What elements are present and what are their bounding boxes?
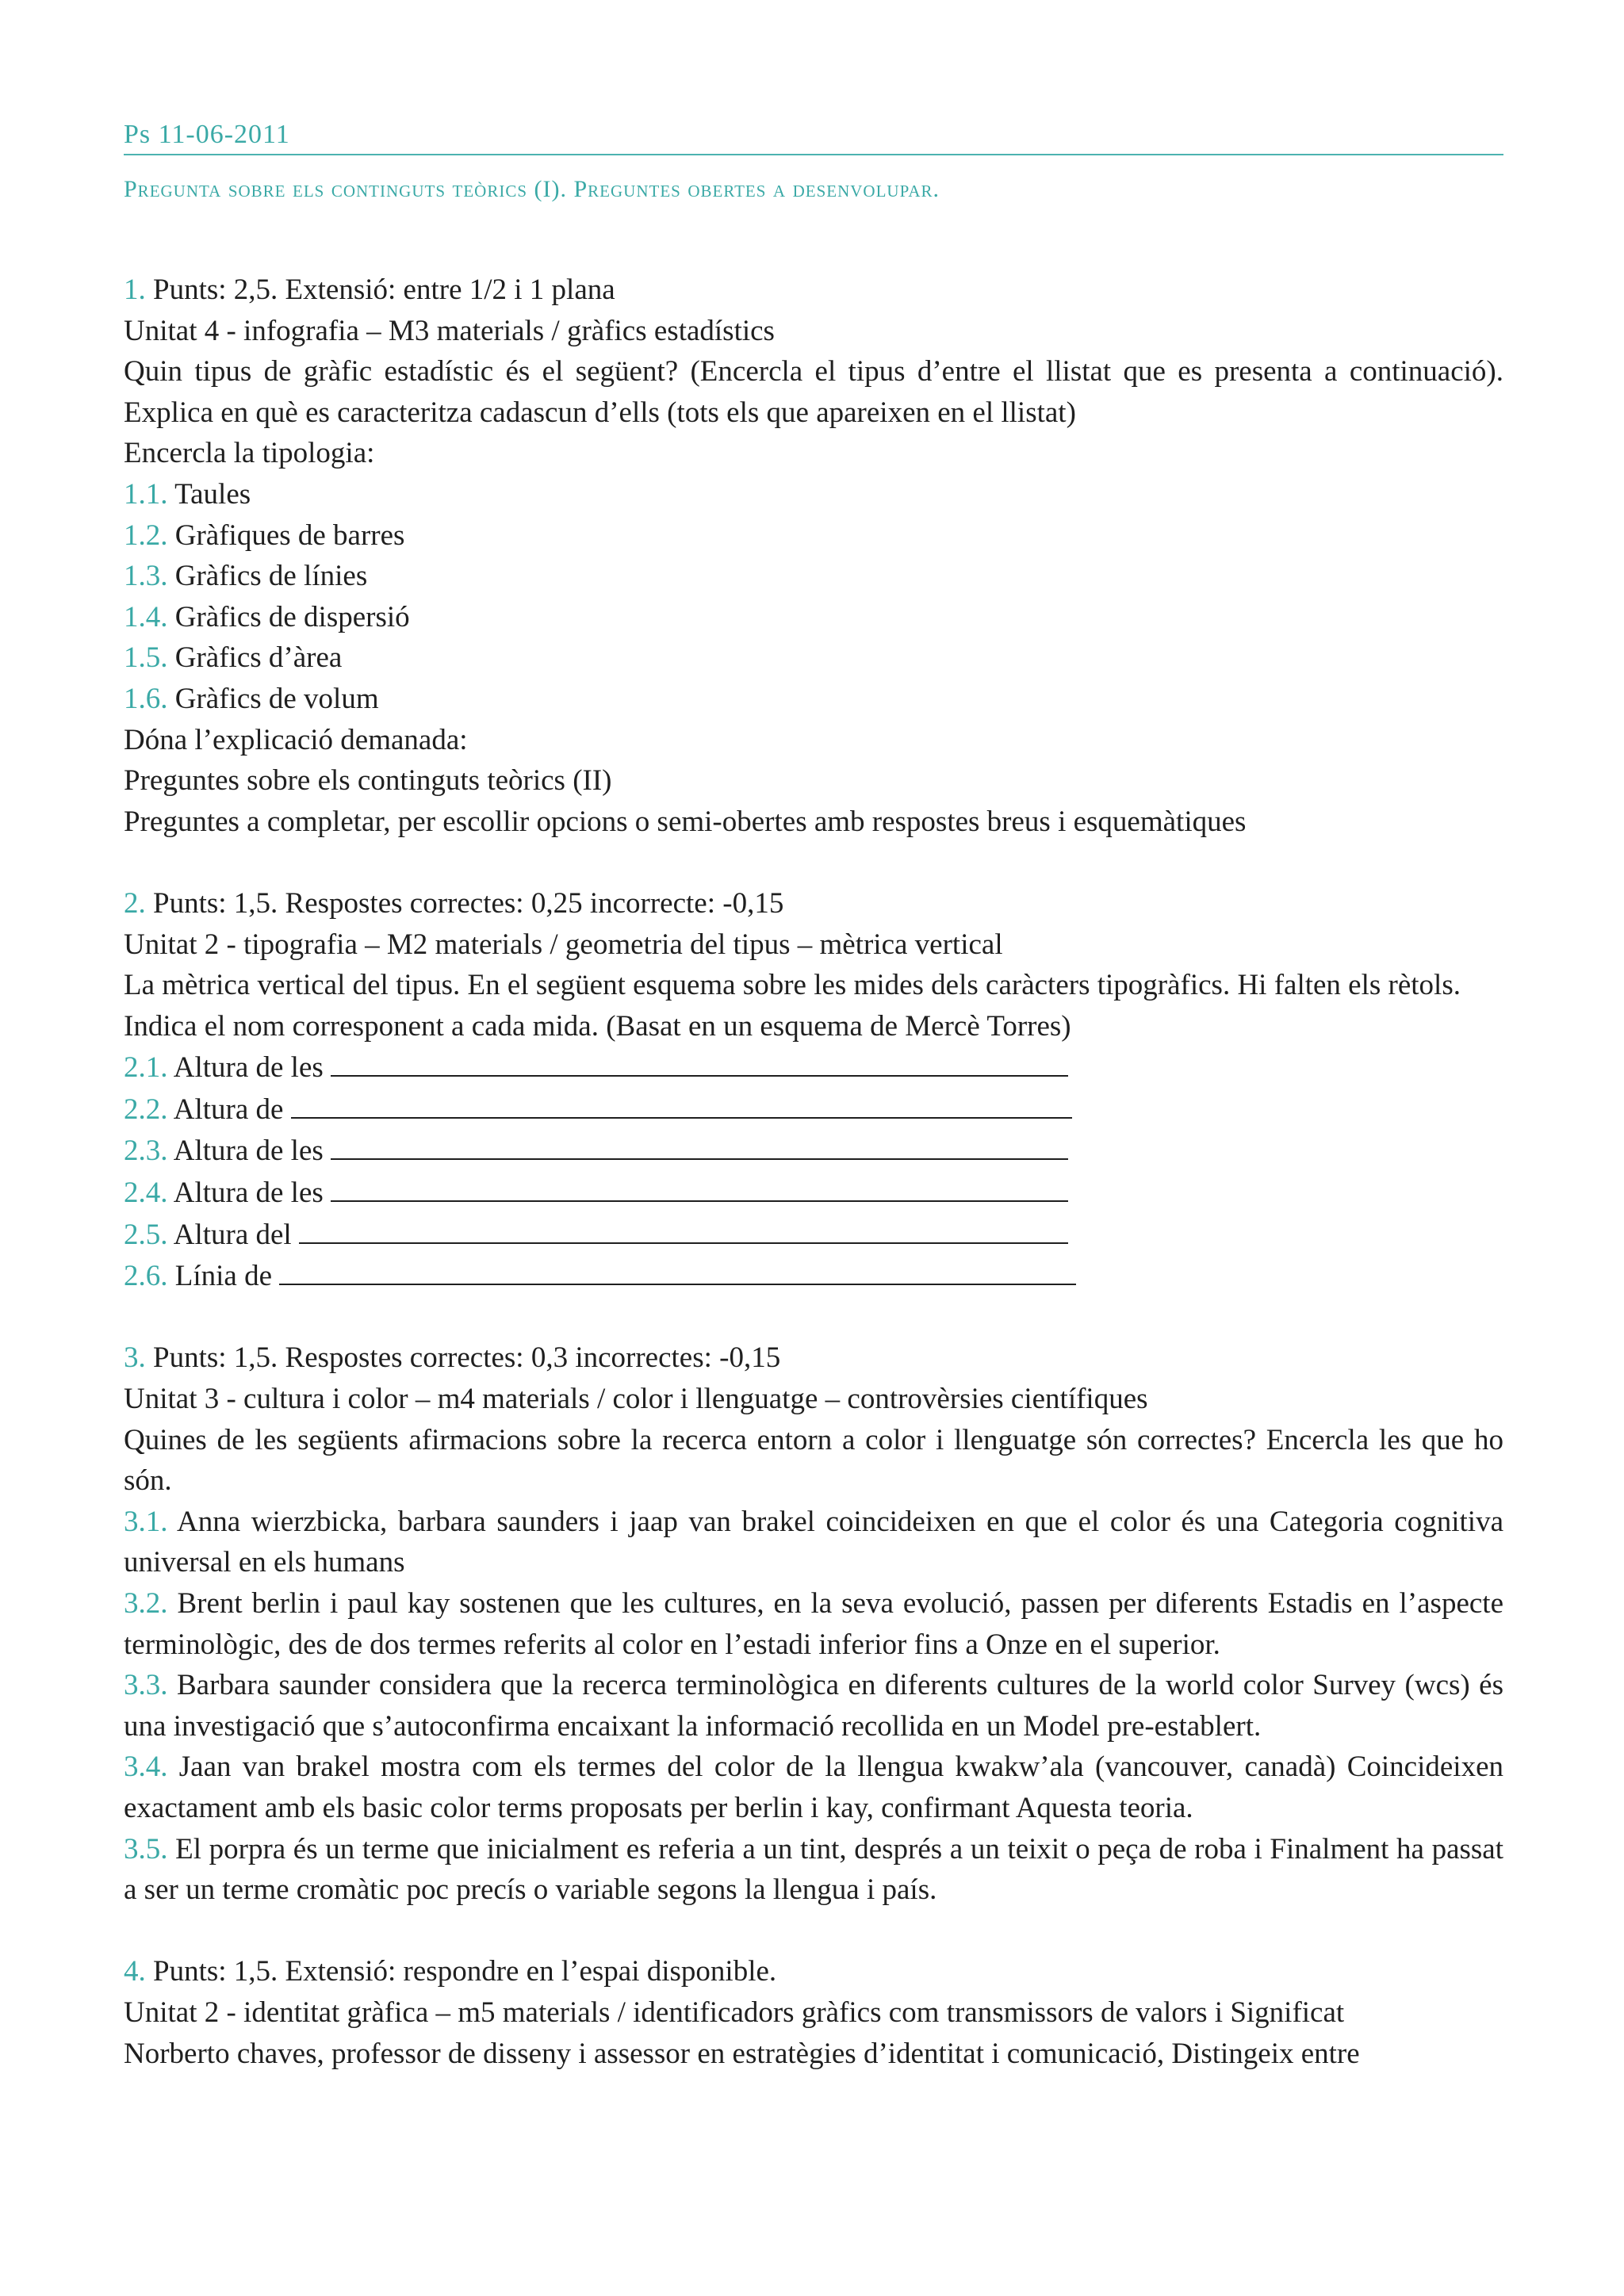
spacer (124, 1911, 1503, 1952)
q2-item: 2.5. Altura del (124, 1214, 1503, 1256)
q2-item: 2.4. Altura de les (124, 1172, 1503, 1214)
q3-item: 3.1. Anna wierzbicka, barbara saunders i jaap van brakel coincideixen en que el color és una Categoria cognitiva universal en els humans (124, 1505, 1503, 1579)
q1-meta: 1. Punts: 2,5. Extensió: entre 1/2 i 1 plana (124, 274, 615, 306)
q1-unit: Unitat 4 - infografia – M3 materials / gràfics estadístics (124, 314, 775, 347)
q1-instruction: Encercla la tipologia: (124, 437, 375, 470)
q3-item: 3.2. Brent berlin i paul kay sostenen que les cultures, en la seva evolució, passen per diferents Estadis en l’aspecte terminològic, des de dos termes referits al color en l’estadi inferior fins a Onze en el superior. (124, 1587, 1504, 1661)
q2-item: 2.1. Altura de les (124, 1047, 1503, 1089)
q4-text: Norberto chaves, professor de disseny i assessor en estratègies d’identitat i comunicació, Distingeix entre (124, 2037, 1360, 2070)
q3-number: 3. (124, 1341, 146, 1375)
answer-blank[interactable] (331, 1047, 1068, 1077)
q3-item: 3.3. Barbara saunder considera que la recerca terminològica en diferents cultures de la world color Survey (wcs) és una investigació que s’autoconfirma encaixant la informació recollida en un Model pre-establert. (124, 1669, 1503, 1743)
document-body (124, 270, 1503, 2074)
answer-blank[interactable] (291, 1089, 1072, 1119)
q1-option: 1.2. Gràfiques de barres (124, 519, 405, 552)
q1-option: 1.4. Gràfics de dispersió (124, 600, 410, 633)
q2-item: 2.6. Línia de (124, 1255, 1503, 1297)
q3-item: 3.5. El porpra és un terme que inicialment es referia a un tint, després a un teixit o peça de roba i Finalment ha passat a ser un terme cromàtic poc precís o variable segons la llengua i país. (124, 1832, 1504, 1907)
section-title: Pregunta sobre els continguts teòrics (I). Preguntes obertes a desenvolupar. (124, 176, 940, 202)
answer-blank[interactable] (279, 1255, 1076, 1285)
q4-meta: 4. Punts: 1,5. Extensió: respondre en l’espai disponible. (124, 1955, 777, 1988)
q1-after-text: Preguntes a completar, per escollir opcions o semi-obertes amb respostes breus i esquemàtiques (124, 805, 1247, 838)
q1-option: 1.1. Taules (124, 477, 251, 511)
q2-number: 2. (124, 886, 146, 920)
q2-item: 2.3. Altura de les (124, 1130, 1503, 1172)
q2-meta: 2. Punts: 1,5. Respostes correctes: 0,25 incorrecte: -0,15 (124, 886, 784, 920)
spacer (124, 842, 1503, 883)
q1-option: 1.3. Gràfics de línies (124, 560, 368, 593)
answer-blank[interactable] (331, 1172, 1068, 1202)
q2-instruction: Indica el nom corresponent a cada mida. (Basat en un esquema de Mercè Torres) (124, 1009, 1071, 1043)
q1-prompt: Quin tipus de gràfic estadístic és el següent? (Encercla el tipus d’entre el llistat que es presenta a continuació). Explica en què es caracteritza cadascun d’ells (tots els que apareixen en el llistat) (124, 355, 1503, 429)
q2-item: 2.2. Altura de (124, 1089, 1503, 1131)
q3-unit: Unitat 3 - cultura i color – m4 materials / color i llenguatge – controvèrsies científiques (124, 1383, 1148, 1416)
answer-blank[interactable] (299, 1214, 1068, 1244)
q1-option: 1.6. Gràfics de volum (124, 682, 379, 715)
answer-blank[interactable] (331, 1130, 1068, 1160)
q4-number: 4. (124, 1955, 146, 1988)
spacer (124, 1297, 1503, 1338)
page-header (124, 119, 1503, 155)
q2-unit: Unitat 2 - tipografia – M2 materials / geometria del tipus – mètrica vertical (124, 928, 1003, 961)
q1-after-text: Dóna l’explicació demanada: (124, 723, 468, 756)
header-title: Ps 11-06-2011 (124, 120, 290, 149)
q1-number: 1. (124, 274, 146, 306)
q1-option: 1.5. Gràfics d’àrea (124, 641, 343, 675)
q4-unit: Unitat 2 - identitat gràfica – m5 materials / identificadors gràfics com transmissors de valors i Significat (124, 1996, 1345, 2029)
q1-after-text: Preguntes sobre els continguts teòrics (II) (124, 764, 612, 798)
q2-prompt: La mètrica vertical del tipus. En el següent esquema sobre les mides dels caràcters tipogràfics. Hi falten els rètols. (124, 969, 1461, 1002)
q3-meta: 3. Punts: 1,5. Respostes correctes: 0,3 incorrectes: -0,15 (124, 1341, 781, 1375)
q3-item: 3.4. Jaan van brakel mostra com els termes del color de la llengua kwakw’ala (vancouver, canadà) Coincideixen exactament amb els basic color terms proposats per berlin i kay, confirmant Aquesta teoria. (124, 1751, 1503, 1824)
q3-prompt: Quines de les següents afirmacions sobre la recerca entorn a color i llenguatge són correctes? Encercla les que ho són. (124, 1423, 1503, 1498)
